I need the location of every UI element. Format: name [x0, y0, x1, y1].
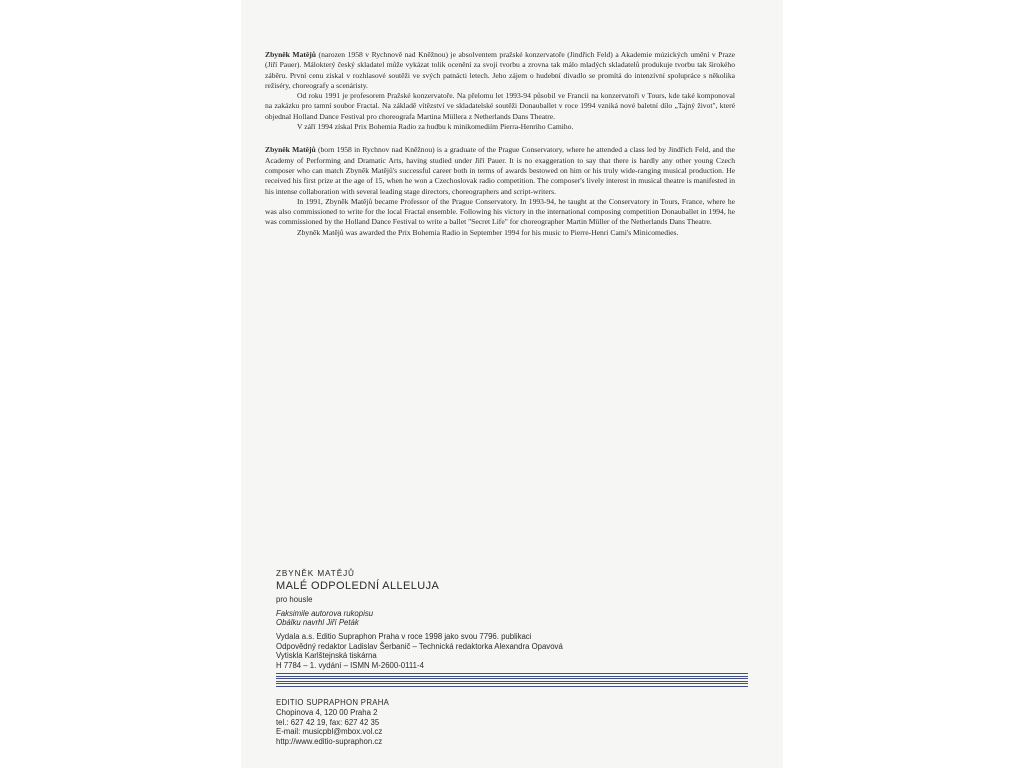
- publisher-email: E-mail: musicpbl@mbox.vol.cz: [276, 727, 383, 737]
- composer-name-english: Zbyněk Matějů: [265, 145, 316, 155]
- publisher-address: Chopinova 4, 120 00 Praha 2: [276, 707, 378, 717]
- document-page: [241, 0, 783, 768]
- composer-name-czech: Zbyněk Matějů: [265, 50, 317, 59]
- editors-line: Odpovědný redaktor Ladislav Šerbanič – Technická redaktorka Alexandra Opavová: [276, 641, 563, 651]
- publisher-website: http://www.editio-supraphon.cz: [276, 737, 383, 747]
- decorative-rules: [276, 673, 748, 688]
- cover-design-credit: Obálku navrhl Jiří Peták: [276, 618, 359, 628]
- publication-line: Vydala a.s. Editio Supraphon Praha v roce 1998 jako svou 7796. publikaci: [276, 632, 532, 642]
- publisher-phone: tel.: 627 42 19, fax: 627 42 35: [276, 717, 380, 727]
- publication-details: [276, 632, 676, 670]
- author-name: ZBYNĚK MATĚJŮ: [276, 569, 355, 578]
- czech-bio-paragraph-3: V září 1994 získal Prix Bohemia Radio za hudbu k minikomediím Pierra-Henriho Camiho.: [297, 122, 574, 132]
- catalog-line: H 7784 – 1. vydání – ISMN M-2600-0111-4: [276, 660, 424, 670]
- czech-bio-paragraph-2: Od roku 1991 je profesorem Pražské konzervatoře. Na přelomu let 1993-94 působil ve Francii na konzervatoři v Tours, kde také komponoval na zakázku pro tamní soubor Fractal. Na základě vítězství ve skladatelské soutěži Donauballet v roce 1994 vzniká nové baletní dílo „Tajný život", které objednal Holland Dance Festival pro choreografa Martina Müllera z Netherlands Dans Theatre.: [265, 91, 735, 121]
- czech-bio-paragraph-1: Zbyněk Matějů (narozen 1958 v Rychnově nad Kněžnou) je absolventem pražské konzervatoře (Jindřich Feld) a Akademie múzických umění v Praze (Jiří Pauer). Málokterý český skladatel může vykázat tolik ocenění za svoji tvorbu a zrovna tak málo mladých skladatelů produkuje tvorbu tak širokého záběru. První cenu získal v rozhlasové soutěži ve svých patnácti letech. Jeho zájem o hudební divadlo se promítá do intenzívní spolupráce s několika režiséry, choreografy a scenáristy.: [265, 50, 735, 90]
- english-bio-paragraph-1: Zbyněk Matějů (born 1958 in Rychnov nad Kněžnou) is a graduate of the Prague Conservatory, where he attended a class led by Jindřich Feld, and the Academy of Performing and Dramatic Arts, having studied under Jiří Pauer. It is no exaggeration to say that there is hardly any other young Czech composer who can match Zbyněk Matějů's successful career both in terms of awards bestowed on him or his truly wide-ranging musical production. He received his first prize at the age of 15, when he won a Czechoslovak radio competition. The composer's lively interest in musical theatre is manifested in his intense collaboration with several leading stage directors, choreographers and script-writers.: [265, 145, 735, 196]
- credits-block: [276, 568, 676, 670]
- publisher-contact: [276, 698, 576, 747]
- biography-section: [265, 50, 735, 238]
- english-bio-paragraph-2: In 1991, Zbyněk Matějů became Professor of the Prague Conservatory. In 1993-94, he taught at the Conservatory in Tours, France, where he was also commissioned to write for the local Fractal ensemble. Following his victory in the international composing competition Donauballet in 1994, he was commissioned by the Holland Dance Festival to write a ballet "Secret Life" for choreographer Martin Müller of the Netherlands Dans Theatre.: [265, 196, 735, 227]
- printer-line: Vytiskla Karlštejnská tiskárna: [276, 651, 377, 661]
- work-title: MALÉ ODPOLEDNÍ ALLELUJA: [276, 580, 440, 592]
- facsimile-note: Faksimile autorova rukopisu: [276, 609, 374, 618]
- facsimile-credits: [276, 609, 676, 627]
- work-subtitle: pro housle: [276, 595, 313, 604]
- english-bio-paragraph-3: Zbyněk Matějů was awarded the Prix Bohemia Radio in September 1994 for his music to Pierre-Henri Cami's Minicomedies.: [297, 227, 679, 237]
- publisher-name: EDITIO SUPRAPHON PRAHA: [276, 698, 390, 707]
